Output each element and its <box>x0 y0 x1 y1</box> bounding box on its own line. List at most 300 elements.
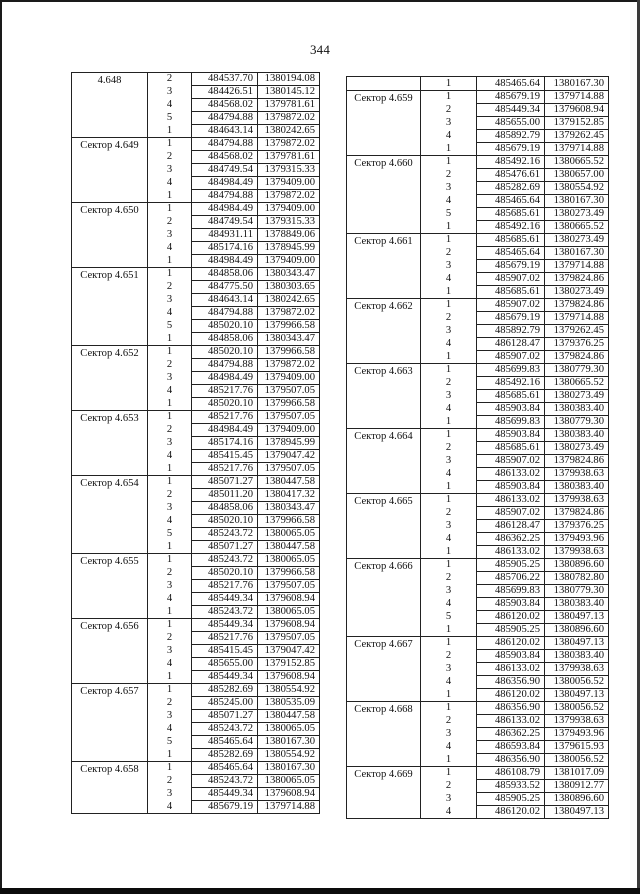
coordinate-y: 1379872.02 <box>258 112 320 125</box>
scan-border-left <box>0 0 2 894</box>
coordinate-y: 1380343.47 <box>258 333 320 346</box>
coordinate-x: 485685.61 <box>477 234 545 247</box>
coordinate-y: 1380497.13 <box>545 689 609 702</box>
point-number: 2 <box>421 442 477 455</box>
point-number: 2 <box>148 775 192 788</box>
coordinate-y: 1380273.49 <box>545 208 609 221</box>
point-number: 1 <box>148 762 192 775</box>
point-number: 1 <box>421 143 477 156</box>
coordinate-x: 485217.76 <box>192 580 258 593</box>
coordinate-y: 1380417.32 <box>258 489 320 502</box>
coordinate-x: 485071.27 <box>192 476 258 489</box>
coordinate-y: 1380665.52 <box>545 156 609 169</box>
coordinate-y: 1380497.13 <box>545 806 609 819</box>
coordinate-x: 485903.84 <box>477 598 545 611</box>
coordinate-x: 485903.84 <box>477 403 545 416</box>
coordinate-x: 485243.72 <box>192 606 258 619</box>
point-number: 1 <box>421 494 477 507</box>
coordinate-y: 1379714.88 <box>545 260 609 273</box>
point-number: 1 <box>148 541 192 554</box>
coordinate-y: 1379152.85 <box>258 658 320 671</box>
coordinate-x: 485020.10 <box>192 346 258 359</box>
point-number: 2 <box>421 247 477 260</box>
coordinate-y: 1380167.30 <box>545 247 609 260</box>
point-number: 4 <box>421 598 477 611</box>
point-number: 4 <box>148 801 192 814</box>
sector-label: Сектор 4.656 <box>72 619 148 684</box>
table-row <box>347 77 609 91</box>
coordinate-x: 485020.10 <box>192 567 258 580</box>
point-number: 3 <box>421 585 477 598</box>
coordinate-y: 1380383.40 <box>545 403 609 416</box>
coordinate-x: 484568.02 <box>192 151 258 164</box>
coordinate-y: 1379409.00 <box>258 372 320 385</box>
point-number: 1 <box>148 684 192 697</box>
point-number: 1 <box>148 619 192 632</box>
point-number: 4 <box>421 403 477 416</box>
coordinate-y: 1379714.88 <box>545 143 609 156</box>
coordinates-table-right <box>346 76 609 819</box>
coordinate-x: 485245.00 <box>192 697 258 710</box>
point-number: 2 <box>148 697 192 710</box>
coordinate-x: 485243.72 <box>192 554 258 567</box>
coordinate-y: 1379262.45 <box>545 130 609 143</box>
point-number: 5 <box>148 112 192 125</box>
table-row <box>347 91 609 104</box>
coordinate-x: 485492.16 <box>477 221 545 234</box>
coordinate-x: 486120.02 <box>477 611 545 624</box>
point-number: 1 <box>421 624 477 637</box>
coordinate-y: 1379047.42 <box>258 645 320 658</box>
point-number: 2 <box>148 632 192 645</box>
coordinate-y: 1379608.94 <box>258 788 320 801</box>
point-number: 5 <box>148 736 192 749</box>
coordinate-y: 1379714.88 <box>545 312 609 325</box>
coordinate-y: 1379315.33 <box>258 164 320 177</box>
coordinate-x: 485699.83 <box>477 416 545 429</box>
point-number: 1 <box>148 398 192 411</box>
coordinate-x: 485492.16 <box>477 156 545 169</box>
coordinate-y: 1379824.86 <box>545 299 609 312</box>
coordinate-y: 1380273.49 <box>545 442 609 455</box>
coordinate-y: 1380273.49 <box>545 286 609 299</box>
coordinate-x: 484568.02 <box>192 99 258 112</box>
table-row <box>347 234 609 247</box>
coordinate-x: 485282.69 <box>477 182 545 195</box>
coordinate-x: 485011.20 <box>192 489 258 502</box>
point-number: 3 <box>148 372 192 385</box>
point-number: 1 <box>421 299 477 312</box>
point-number: 3 <box>421 663 477 676</box>
coordinate-x: 486356.90 <box>477 702 545 715</box>
coordinate-y: 1380242.65 <box>258 294 320 307</box>
coordinate-x: 484984.49 <box>192 177 258 190</box>
coordinate-y: 1379152.85 <box>545 117 609 130</box>
point-number: 1 <box>148 255 192 268</box>
coordinate-y: 1380896.60 <box>545 624 609 637</box>
table-row <box>72 762 320 775</box>
point-number: 1 <box>148 554 192 567</box>
point-number: 1 <box>148 463 192 476</box>
coordinate-x: 486133.02 <box>477 494 545 507</box>
point-number: 1 <box>148 125 192 138</box>
coordinate-x: 486133.02 <box>477 546 545 559</box>
coordinate-y: 1380665.52 <box>545 221 609 234</box>
coordinate-y: 1380383.40 <box>545 481 609 494</box>
coordinate-y: 1379966.58 <box>258 515 320 528</box>
coordinate-y: 1379608.94 <box>258 593 320 606</box>
coordinate-y: 1380065.05 <box>258 775 320 788</box>
point-number: 1 <box>421 754 477 767</box>
point-number: 1 <box>421 77 477 91</box>
point-number: 1 <box>421 429 477 442</box>
point-number: 3 <box>421 325 477 338</box>
coordinate-y: 1379938.63 <box>545 468 609 481</box>
table-row <box>72 554 320 567</box>
sector-label: Сектор 4.650 <box>72 203 148 268</box>
coordinate-y: 1379507.05 <box>258 385 320 398</box>
coordinate-y: 1380447.58 <box>258 710 320 723</box>
sector-label: Сектор 4.666 <box>347 559 421 637</box>
coordinate-y: 1379714.88 <box>545 91 609 104</box>
coordinate-y: 1379781.61 <box>258 99 320 112</box>
point-number: 5 <box>148 528 192 541</box>
coordinate-x: 486362.25 <box>477 533 545 546</box>
coordinate-x: 484749.54 <box>192 216 258 229</box>
point-number: 2 <box>148 216 192 229</box>
sector-label: Сектор 4.654 <box>72 476 148 554</box>
coordinate-x: 484775.50 <box>192 281 258 294</box>
point-number: 4 <box>421 273 477 286</box>
point-number: 1 <box>148 671 192 684</box>
coordinate-x: 485449.34 <box>192 593 258 606</box>
coordinate-x: 485282.69 <box>192 684 258 697</box>
coordinate-x: 484858.06 <box>192 502 258 515</box>
coordinate-y: 1380065.05 <box>258 606 320 619</box>
coordinate-y: 1379938.63 <box>545 663 609 676</box>
point-number: 4 <box>148 450 192 463</box>
coordinate-y: 1380896.60 <box>545 559 609 572</box>
point-number: 3 <box>148 580 192 593</box>
sector-label: Сектор 4.661 <box>347 234 421 299</box>
coordinate-x: 485449.34 <box>477 104 545 117</box>
sector-label <box>347 77 421 91</box>
table-row <box>347 429 609 442</box>
sector-label: Сектор 4.667 <box>347 637 421 702</box>
point-number: 1 <box>148 411 192 424</box>
point-number: 1 <box>421 689 477 702</box>
point-number: 3 <box>148 710 192 723</box>
table-row <box>72 138 320 151</box>
coordinate-y: 1379507.05 <box>258 632 320 645</box>
point-number: 4 <box>148 307 192 320</box>
scan-border-bottom <box>0 888 640 894</box>
coordinate-y: 1379966.58 <box>258 567 320 580</box>
sector-label: Сектор 4.657 <box>72 684 148 762</box>
coordinate-y: 1380242.65 <box>258 125 320 138</box>
coordinate-x: 486362.25 <box>477 728 545 741</box>
coordinate-x: 484931.11 <box>192 229 258 242</box>
coordinate-x: 485907.02 <box>477 351 545 364</box>
coordinate-y: 1379507.05 <box>258 580 320 593</box>
point-number: 2 <box>148 151 192 164</box>
coordinate-x: 484794.88 <box>192 359 258 372</box>
coordinate-y: 1379824.86 <box>545 351 609 364</box>
page-number: 344 <box>309 42 331 57</box>
scan-border-top <box>0 0 640 2</box>
coordinate-y: 1380303.65 <box>258 281 320 294</box>
coordinate-x: 485020.10 <box>192 398 258 411</box>
coordinate-x: 486128.47 <box>477 520 545 533</box>
coordinate-y: 1379781.61 <box>258 151 320 164</box>
coordinate-y: 1380167.30 <box>545 195 609 208</box>
coordinate-y: 1379872.02 <box>258 190 320 203</box>
coordinate-y: 1379507.05 <box>258 463 320 476</box>
coordinate-x: 485903.84 <box>477 650 545 663</box>
coordinate-x: 484426.51 <box>192 86 258 99</box>
coordinate-y: 1379262.45 <box>545 325 609 338</box>
sector-label: Сектор 4.653 <box>72 411 148 476</box>
coordinate-y: 1380065.05 <box>258 554 320 567</box>
coordinate-x: 485217.76 <box>192 411 258 424</box>
sector-label: Сектор 4.668 <box>347 702 421 767</box>
coordinate-y: 1379938.63 <box>545 546 609 559</box>
coordinate-x: 485071.27 <box>192 541 258 554</box>
point-number: 2 <box>421 312 477 325</box>
coordinate-x: 485905.25 <box>477 793 545 806</box>
coordinate-x: 485465.64 <box>477 247 545 260</box>
coordinate-y: 1380782.80 <box>545 572 609 585</box>
coordinate-y: 1380779.30 <box>545 364 609 377</box>
coordinate-y: 1380056.52 <box>545 702 609 715</box>
coordinate-y: 1379966.58 <box>258 398 320 411</box>
point-number: 2 <box>148 489 192 502</box>
coordinate-y: 1380912.77 <box>545 780 609 793</box>
point-number: 2 <box>421 104 477 117</box>
coordinate-y: 1380447.58 <box>258 476 320 489</box>
point-number: 1 <box>148 346 192 359</box>
sector-label: Сектор 4.663 <box>347 364 421 429</box>
point-number: 5 <box>421 208 477 221</box>
point-number: 4 <box>421 338 477 351</box>
coordinate-y: 1379872.02 <box>258 307 320 320</box>
point-number: 3 <box>148 645 192 658</box>
point-number: 3 <box>148 437 192 450</box>
point-number: 4 <box>421 806 477 819</box>
point-number: 1 <box>148 476 192 489</box>
coordinate-x: 485903.84 <box>477 429 545 442</box>
coordinate-x: 484749.54 <box>192 164 258 177</box>
coordinate-x: 486128.47 <box>477 338 545 351</box>
coordinate-x: 485655.00 <box>477 117 545 130</box>
coordinate-x: 486356.90 <box>477 754 545 767</box>
coordinate-x: 485217.76 <box>192 632 258 645</box>
point-number: 3 <box>148 229 192 242</box>
point-number: 4 <box>421 741 477 754</box>
coordinate-x: 484858.06 <box>192 333 258 346</box>
table-row <box>72 619 320 632</box>
coordinate-x: 485415.45 <box>192 645 258 658</box>
coordinate-y: 1380343.47 <box>258 268 320 281</box>
coordinate-x: 485905.25 <box>477 624 545 637</box>
coordinate-x: 485892.79 <box>477 130 545 143</box>
point-number: 5 <box>421 611 477 624</box>
table-row <box>72 684 320 697</box>
point-number: 1 <box>421 481 477 494</box>
coordinate-x: 485476.61 <box>477 169 545 182</box>
coordinate-y: 1380167.30 <box>258 736 320 749</box>
coordinates-table-left <box>71 72 320 814</box>
coordinate-x: 485892.79 <box>477 325 545 338</box>
point-number: 1 <box>421 546 477 559</box>
point-number: 2 <box>148 73 192 86</box>
coordinate-x: 485217.76 <box>192 385 258 398</box>
coordinate-x: 485449.34 <box>192 619 258 632</box>
coordinate-x: 485685.61 <box>477 286 545 299</box>
sector-label: Сектор 4.649 <box>72 138 148 203</box>
point-number: 1 <box>421 416 477 429</box>
point-number: 2 <box>421 507 477 520</box>
table-row <box>72 268 320 281</box>
point-number: 3 <box>421 728 477 741</box>
table-row <box>72 346 320 359</box>
point-number: 1 <box>148 138 192 151</box>
point-number: 3 <box>421 260 477 273</box>
coordinate-y: 1380665.52 <box>545 377 609 390</box>
coordinate-y: 1379376.25 <box>545 520 609 533</box>
coordinate-y: 1379824.86 <box>545 455 609 468</box>
coordinate-x: 484984.49 <box>192 424 258 437</box>
coordinate-y: 1379409.00 <box>258 255 320 268</box>
point-number: 4 <box>148 658 192 671</box>
point-number: 1 <box>421 286 477 299</box>
table-row <box>347 767 609 780</box>
coordinate-x: 485243.72 <box>192 528 258 541</box>
coordinate-y: 1379608.94 <box>545 104 609 117</box>
coordinate-y: 1380383.40 <box>545 598 609 611</box>
coordinate-x: 486133.02 <box>477 468 545 481</box>
coordinate-x: 484984.49 <box>192 372 258 385</box>
coordinate-y: 1380554.92 <box>545 182 609 195</box>
point-number: 1 <box>421 559 477 572</box>
point-number: 4 <box>148 242 192 255</box>
coordinate-x: 485699.83 <box>477 364 545 377</box>
coordinate-x: 485465.64 <box>477 77 545 91</box>
coordinate-y: 1380657.00 <box>545 169 609 182</box>
coordinate-y: 1380779.30 <box>545 585 609 598</box>
coordinate-x: 485071.27 <box>192 710 258 723</box>
coordinate-x: 486593.84 <box>477 741 545 754</box>
coordinate-x: 486356.90 <box>477 676 545 689</box>
coordinate-x: 485706.22 <box>477 572 545 585</box>
point-number: 3 <box>148 502 192 515</box>
coordinate-y: 1379714.88 <box>258 801 320 814</box>
coordinate-y: 1380056.52 <box>545 676 609 689</box>
sector-label: Сектор 4.658 <box>72 762 148 814</box>
point-number: 1 <box>421 221 477 234</box>
point-number: 1 <box>421 234 477 247</box>
coordinate-x: 485415.45 <box>192 450 258 463</box>
point-number: 1 <box>421 767 477 780</box>
coordinate-x: 485905.25 <box>477 559 545 572</box>
sector-label: Сектор 4.662 <box>347 299 421 364</box>
point-number: 3 <box>421 520 477 533</box>
coordinate-y: 1379493.96 <box>545 533 609 546</box>
coordinate-y: 1380167.30 <box>258 762 320 775</box>
sector-label: Сектор 4.669 <box>347 767 421 819</box>
table-row <box>347 637 609 650</box>
coordinate-x: 485699.83 <box>477 585 545 598</box>
point-number: 4 <box>421 130 477 143</box>
coordinate-x: 485907.02 <box>477 273 545 286</box>
coordinate-y: 1380554.92 <box>258 749 320 762</box>
point-number: 4 <box>421 676 477 689</box>
coordinate-x: 485449.34 <box>192 788 258 801</box>
point-number: 3 <box>421 455 477 468</box>
point-number: 4 <box>148 515 192 528</box>
coordinate-x: 486133.02 <box>477 663 545 676</box>
coordinate-x: 485933.52 <box>477 780 545 793</box>
coordinate-y: 1379047.42 <box>258 450 320 463</box>
coordinate-x: 484643.14 <box>192 294 258 307</box>
table-row <box>347 364 609 377</box>
point-number: 2 <box>421 572 477 585</box>
coordinate-x: 485685.61 <box>477 442 545 455</box>
coordinate-x: 485174.16 <box>192 242 258 255</box>
coordinate-x: 484984.49 <box>192 203 258 216</box>
point-number: 3 <box>148 294 192 307</box>
coordinate-x: 484794.88 <box>192 190 258 203</box>
point-number: 2 <box>148 424 192 437</box>
point-number: 3 <box>421 182 477 195</box>
coordinate-x: 485907.02 <box>477 299 545 312</box>
point-number: 4 <box>148 177 192 190</box>
coordinate-y: 1380145.12 <box>258 86 320 99</box>
point-number: 3 <box>421 390 477 403</box>
point-number: 1 <box>421 156 477 169</box>
coordinate-x: 485679.19 <box>477 91 545 104</box>
coordinate-y: 1380065.05 <box>258 528 320 541</box>
coordinate-y: 1379872.02 <box>258 138 320 151</box>
coordinate-x: 485907.02 <box>477 507 545 520</box>
table-row <box>72 203 320 216</box>
point-number: 2 <box>148 567 192 580</box>
coordinate-x: 485449.34 <box>192 671 258 684</box>
coordinate-y: 1380343.47 <box>258 502 320 515</box>
sector-label: Сектор 4.655 <box>72 554 148 619</box>
coordinate-y: 1380779.30 <box>545 416 609 429</box>
coordinate-x: 485679.19 <box>192 801 258 814</box>
sector-label: Сектор 4.665 <box>347 494 421 559</box>
sector-label: Сектор 4.659 <box>347 91 421 156</box>
coordinate-x: 484858.06 <box>192 268 258 281</box>
coordinate-x: 485679.19 <box>477 260 545 273</box>
point-number: 2 <box>421 377 477 390</box>
sector-label: Сектор 4.664 <box>347 429 421 494</box>
point-number: 5 <box>148 320 192 333</box>
coordinate-y: 1379409.00 <box>258 203 320 216</box>
coordinate-x: 485903.84 <box>477 481 545 494</box>
point-number: 4 <box>148 593 192 606</box>
point-number: 4 <box>421 533 477 546</box>
coordinate-y: 1379938.63 <box>545 494 609 507</box>
coordinate-x: 486108.79 <box>477 767 545 780</box>
coordinate-x: 485243.72 <box>192 723 258 736</box>
table-row <box>72 476 320 489</box>
point-number: 2 <box>421 780 477 793</box>
coordinate-x: 485685.61 <box>477 208 545 221</box>
point-number: 1 <box>148 268 192 281</box>
